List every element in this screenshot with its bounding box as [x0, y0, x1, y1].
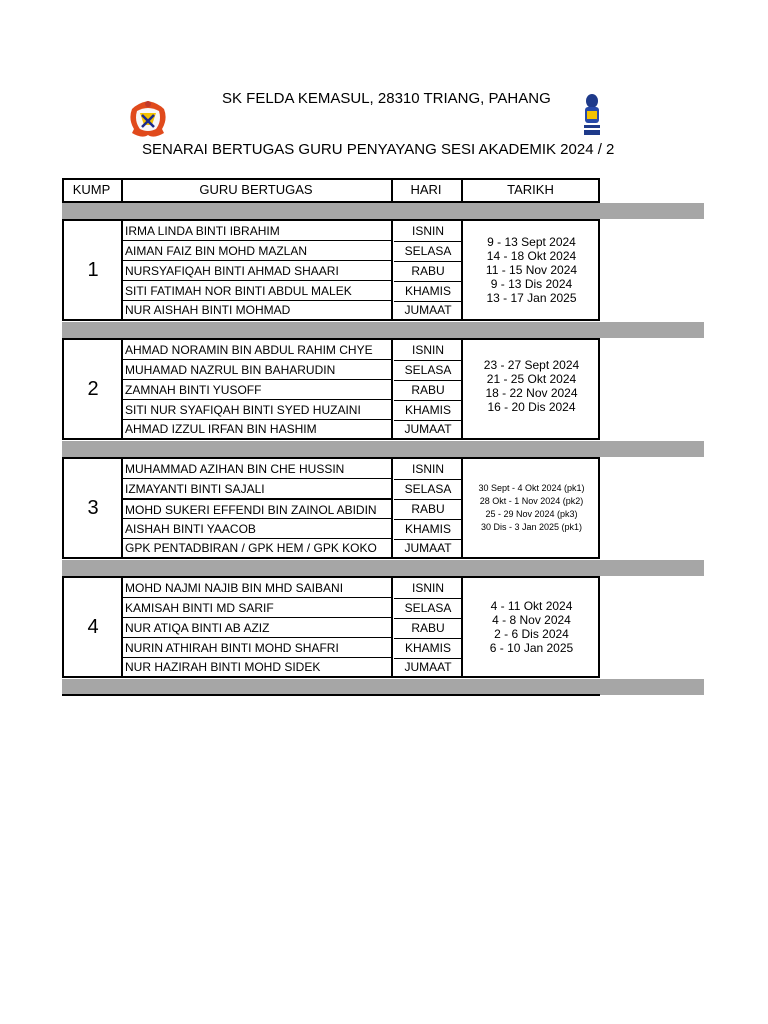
- date-range: 16 - 20 Dis 2024: [487, 400, 576, 414]
- teacher-name: NURIN ATHIRAH BINTI MOHD SHAFRI: [123, 638, 392, 658]
- date-range: 30 Sept - 4 Okt 2024 (pk1): [478, 483, 585, 493]
- school-name: SK FELDA KEMASUL, 28310 TRIANG, PAHANG: [222, 90, 551, 107]
- group-number: 4: [87, 615, 99, 638]
- group-number: 2: [87, 377, 99, 400]
- table-bottom-border: [62, 694, 600, 696]
- column-header-guru: GURU BERTUGAS: [199, 182, 313, 197]
- ministry-emblem-icon: [582, 93, 602, 137]
- date-range: 18 - 22 Nov 2024: [485, 386, 578, 400]
- teacher-name: SITI FATIMAH NOR BINTI ABDUL MALEK: [123, 281, 392, 301]
- date-range: 11 - 15 Nov 2024: [485, 263, 578, 277]
- duty-day: RABU: [394, 618, 462, 639]
- duty-day: SELASA: [394, 598, 462, 619]
- teacher-name: ZAMNAH BINTI YUSOFF: [123, 380, 392, 400]
- duty-day: JUMAAT: [404, 541, 452, 555]
- teacher-name: AHMAD NORAMIN BIN ABDUL RAHIM CHYE: [123, 340, 392, 360]
- teacher-name: KAMISAH BINTI MD SARIF: [123, 598, 392, 618]
- duty-day: ISNIN: [394, 459, 462, 480]
- date-range: 28 Okt - 1 Nov 2024 (pk2): [479, 496, 584, 506]
- date-range: 9 - 13 Dis 2024: [490, 277, 573, 291]
- separator-band: [62, 441, 704, 457]
- date-range: 30 Dis - 3 Jan 2025 (pk1): [480, 522, 583, 532]
- duty-day: KHAMIS: [394, 281, 462, 302]
- duty-day: JUMAAT: [404, 422, 452, 436]
- date-range: 14 - 18 Okt 2024: [486, 249, 577, 263]
- duty-day: RABU: [394, 380, 462, 401]
- group-3: [62, 457, 600, 559]
- duty-day: SELASA: [394, 241, 462, 262]
- separator-band: [62, 679, 704, 695]
- column-header-kump: KUMP: [72, 182, 111, 197]
- duty-day: JUMAAT: [404, 660, 452, 674]
- teacher-name: GPK PENTADBIRAN / GPK HEM / GPK KOKO: [125, 541, 377, 555]
- teacher-name: NUR HAZIRAH BINTI MOHD SIDEK: [125, 660, 321, 674]
- duty-dates: [463, 221, 600, 319]
- date-range: 4 - 8 Nov 2024: [492, 613, 571, 627]
- group-number: 1: [87, 258, 99, 281]
- page-title: SENARAI BERTUGAS GURU PENYAYANG SESI AKADEMIK 2024 / 2: [142, 141, 615, 158]
- school-crest-icon: [128, 95, 168, 139]
- date-range: 2 - 6 Dis 2024: [494, 627, 569, 641]
- teacher-name: IZMAYANTI BINTI SAJALI: [123, 479, 392, 499]
- column-header-tarikh: TARIKH: [507, 182, 554, 197]
- teacher-name: NURSYAFIQAH BINTI AHMAD SHAARI: [123, 261, 392, 281]
- duty-day: JUMAAT: [404, 303, 452, 317]
- date-range: 13 - 17 Jan 2025: [486, 291, 577, 305]
- teacher-name: NUR AISHAH BINTI MOHMAD: [125, 303, 291, 317]
- duty-day: ISNIN: [394, 221, 462, 242]
- separator-band: [62, 560, 704, 576]
- group-1: [62, 219, 600, 321]
- column-header-hari: HARI: [410, 182, 442, 197]
- duty-day: SELASA: [394, 479, 462, 500]
- separator-band: [62, 203, 704, 219]
- duty-day: ISNIN: [394, 340, 462, 361]
- teacher-name: NUR ATIQA BINTI AB AZIZ: [123, 618, 392, 638]
- date-range: 21 - 25 Okt 2024: [486, 372, 577, 386]
- teacher-name: AIMAN FAIZ BIN MOHD MAZLAN: [123, 241, 392, 261]
- date-range: 25 - 29 Nov 2024 (pk3): [485, 509, 578, 519]
- date-range: 9 - 13 Sept 2024: [487, 235, 576, 249]
- group-number: 3: [87, 496, 99, 519]
- separator-band: [62, 322, 704, 338]
- duty-dates: [463, 459, 600, 557]
- duty-day: ISNIN: [394, 578, 462, 599]
- duty-day: KHAMIS: [394, 519, 462, 540]
- duty-day: SELASA: [394, 360, 462, 381]
- teacher-name: AHMAD IZZUL IRFAN BIN HASHIM: [125, 422, 317, 436]
- duty-dates: [463, 578, 600, 676]
- teacher-name: IRMA LINDA BINTI IBRAHIM: [123, 221, 392, 241]
- duty-day: KHAMIS: [394, 400, 462, 421]
- teacher-name: MUHAMMAD AZIHAN BIN CHE HUSSIN: [123, 459, 392, 479]
- date-range: 4 - 11 Okt 2024: [490, 599, 573, 613]
- date-range: 6 - 10 Jan 2025: [489, 641, 574, 655]
- group-4: [62, 576, 600, 678]
- duty-day: KHAMIS: [394, 638, 462, 659]
- group-2: [62, 338, 600, 440]
- duty-dates: [463, 340, 600, 438]
- teacher-name: AISHAH BINTI YAACOB: [123, 519, 392, 539]
- teacher-name: MUHAMAD NAZRUL BIN BAHARUDIN: [123, 360, 392, 380]
- teacher-name: SITI NUR SYAFIQAH BINTI SYED HUZAINI: [123, 400, 392, 420]
- duty-day: RABU: [394, 499, 462, 520]
- teacher-name: MOHD SUKERI EFFENDI BIN ZAINOL ABIDIN: [123, 499, 392, 519]
- duty-day: RABU: [394, 261, 462, 282]
- date-range: 23 - 27 Sept 2024: [483, 358, 580, 372]
- teacher-name: MOHD NAJMI NAJIB BIN MHD SAIBANI: [123, 578, 392, 598]
